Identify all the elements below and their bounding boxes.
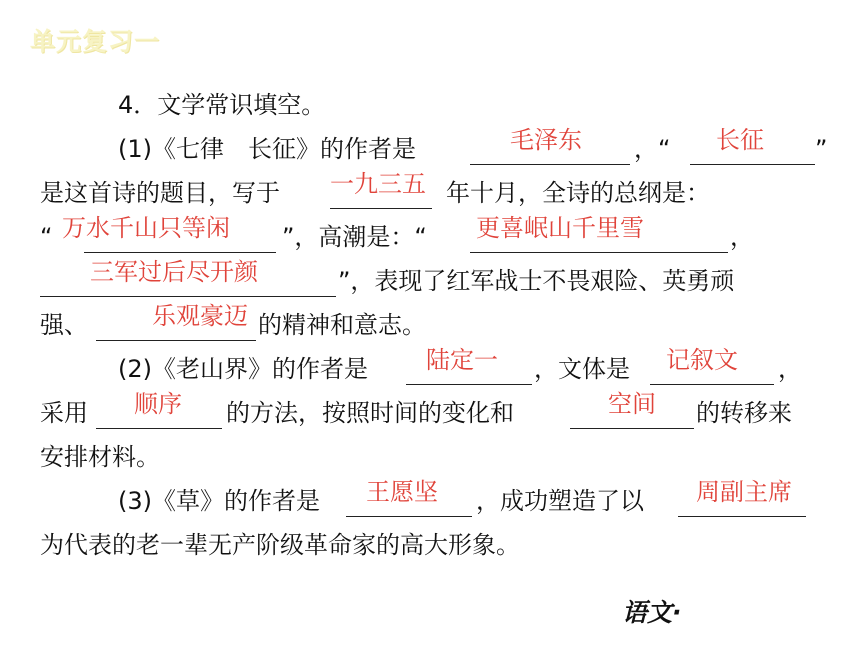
p2-text-d: 采用 xyxy=(40,399,88,427)
answer-climax-2: 三军过后尽开颜 xyxy=(90,258,258,286)
p2-text-b: ，文体是 xyxy=(534,355,630,383)
subject-footer: 语文· xyxy=(622,598,682,627)
p1-text-d: 是这首诗的题目，写于 xyxy=(40,179,280,207)
answer-year: 一九三五 xyxy=(330,170,426,198)
p1-text-c: ” xyxy=(815,135,828,163)
p1-text-i: ”，表现了红军战士不畏艰险、英勇顽 xyxy=(338,267,735,295)
answer-space: 空间 xyxy=(608,390,656,418)
answer-representative: 周副主席 xyxy=(696,478,792,506)
unit-title: 单元复习一 xyxy=(30,27,161,56)
answer-title-changzheng: 长征 xyxy=(716,126,764,154)
answer-author-cao: 王愿坚 xyxy=(366,478,438,506)
p1-text-j: 强、 xyxy=(40,311,88,339)
p1-text-k: 的精神和意志。 xyxy=(258,311,426,339)
p1-text-h: ， xyxy=(730,223,754,251)
answer-genre: 记叙文 xyxy=(666,346,738,374)
p1-text-g: ”，高潮是：“ xyxy=(282,223,427,251)
p3-text-c: 为代表的老一辈无产阶级革命家的高大形象。 xyxy=(40,531,520,559)
p2-text-f: 的转移来 xyxy=(696,399,792,427)
answer-climax-1: 更喜岷山千里雪 xyxy=(476,214,644,242)
p2-text-a: (2)《老山界》的作者是 xyxy=(118,355,368,383)
p2-text-e: 的方法，按照时间的变化和 xyxy=(226,399,514,427)
question-title: 4．文学常识填空。 xyxy=(118,91,326,119)
answer-method: 顺序 xyxy=(134,390,182,418)
p1-text-f: “ xyxy=(40,223,53,251)
p1-text-a: (1)《七律 长征》的作者是 xyxy=(118,135,416,163)
p2-text-c: ， xyxy=(778,355,802,383)
p3-text-a: (3)《草》的作者是 xyxy=(118,487,320,515)
answer-author-laoshanjie: 陆定一 xyxy=(426,346,498,374)
p3-text-b: ，成功塑造了以 xyxy=(476,487,644,515)
p2-text-g: 安排材料。 xyxy=(40,443,160,471)
p1-text-e: 年十月，全诗的总纲是： xyxy=(446,179,710,207)
answer-spirit: 乐观豪迈 xyxy=(152,302,248,330)
answer-outline: 万水千山只等闲 xyxy=(62,214,230,242)
answer-author-changzheng: 毛泽东 xyxy=(510,126,582,154)
p1-text-b: ，“ xyxy=(634,135,671,163)
